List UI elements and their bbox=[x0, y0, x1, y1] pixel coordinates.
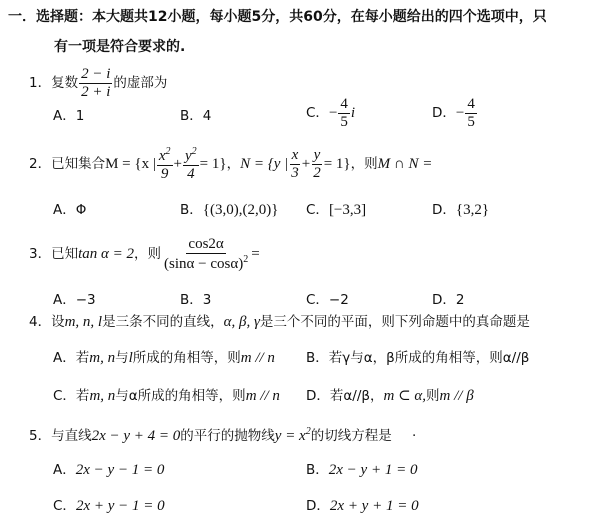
q1-option-b: B．4 bbox=[180, 108, 212, 124]
fraction bbox=[162, 236, 250, 272]
separator: ， bbox=[226, 156, 241, 172]
option-value: 2x + y + 1 = 0 bbox=[329, 498, 419, 514]
option-value: {3,2} bbox=[455, 202, 490, 218]
section-title-line1: 一．选择题：本大题共12小题，每小题5分，共60分，在每小题给出的四个选项中，只 bbox=[8, 9, 547, 25]
question-number: 4． bbox=[29, 314, 52, 330]
question-text: ，则 bbox=[134, 246, 162, 262]
q5-option-a: A．2x − y − 1 = 0 bbox=[53, 462, 165, 478]
q1-option-c bbox=[306, 96, 355, 130]
fraction-numerator: y bbox=[313, 147, 321, 163]
set-m-close: = 1} bbox=[199, 156, 227, 172]
q3-option-b: B．3 bbox=[180, 292, 212, 308]
fraction-denominator: 5 bbox=[340, 113, 348, 130]
fraction bbox=[183, 146, 199, 182]
fraction-numerator: 2 − i bbox=[81, 66, 111, 82]
q5-option-d: D．2x + y + 1 = 0 bbox=[306, 498, 419, 514]
fraction-numerator: $x^2$ bbox=[158, 146, 171, 164]
set-m-open: M = {x | bbox=[105, 156, 156, 172]
q2-option-b: B．{(3,0),(2,0)} bbox=[180, 202, 279, 218]
question-text: 的切线方程是 bbox=[310, 428, 392, 444]
fraction-numerator: 4 bbox=[467, 96, 475, 112]
line-variables: m, n, l bbox=[64, 314, 103, 330]
question-text: 与直线 bbox=[51, 428, 92, 444]
question-number: 2． bbox=[29, 156, 52, 172]
imaginary-unit: i bbox=[350, 105, 356, 121]
option-label: C． bbox=[306, 105, 329, 121]
section-title-line2: 有一项是符合要求的. bbox=[54, 39, 186, 55]
question-5-period: . bbox=[412, 424, 417, 440]
intersection-expression: M ∩ N = bbox=[377, 156, 433, 172]
minus-sign: − bbox=[328, 105, 338, 121]
fraction bbox=[79, 66, 112, 100]
fraction-denominator: $(\sin\alpha - \cos\alpha)^2$ bbox=[164, 253, 249, 272]
q4-option-a: A．若m, n与l所成的角相等，则m // n bbox=[53, 350, 275, 366]
q1-option-a: A．1 bbox=[53, 108, 85, 124]
question-1-stem bbox=[29, 66, 167, 100]
question-text: 复数 bbox=[51, 75, 79, 91]
fraction bbox=[465, 96, 477, 130]
set-n-open: N = {y | bbox=[240, 156, 289, 172]
option-value: 2x − y + 1 = 0 bbox=[328, 462, 418, 478]
question-text: 是三条不同的直线， bbox=[102, 314, 224, 330]
question-2-stem bbox=[29, 146, 432, 182]
line-equation: 2x − y + 4 = 0 bbox=[91, 428, 181, 444]
question-number: 5． bbox=[29, 428, 52, 444]
option-value: [−3,3] bbox=[328, 202, 367, 218]
plus-sign: + bbox=[301, 156, 311, 172]
question-5-stem bbox=[29, 424, 392, 445]
question-text: 的平行的抛物线 bbox=[180, 428, 275, 444]
fraction bbox=[311, 147, 323, 181]
plus-sign: + bbox=[173, 156, 182, 172]
q1-option-d bbox=[432, 96, 478, 130]
q3-option-c: C．−2 bbox=[306, 292, 349, 308]
fraction-numerator: x bbox=[291, 147, 299, 163]
fraction-numerator: $y^2$ bbox=[184, 146, 197, 164]
q3-option-a: A．−3 bbox=[53, 292, 96, 308]
question-text: 已知集合 bbox=[51, 156, 106, 172]
q2-option-d: D．{3,2} bbox=[432, 202, 490, 218]
fraction-denominator: 4 bbox=[187, 165, 195, 182]
question-number: 3． bbox=[29, 246, 52, 262]
q4-option-b: B．若γ与α，β所成的角相等，则α//β bbox=[306, 350, 530, 366]
fraction bbox=[338, 96, 350, 130]
plane-variables: α, β, γ bbox=[223, 314, 260, 330]
fraction-denominator: 5 bbox=[467, 113, 475, 130]
question-4-stem bbox=[29, 310, 530, 331]
fraction bbox=[289, 147, 301, 181]
q5-option-b: B．2x − y + 1 = 0 bbox=[306, 462, 418, 478]
set-n-close: = 1} bbox=[323, 156, 351, 172]
minus-sign: − bbox=[455, 105, 465, 121]
q3-option-d: D．2 bbox=[432, 292, 465, 308]
fraction-denominator: 3 bbox=[291, 164, 299, 181]
option-value: 2x − y − 1 = 0 bbox=[75, 462, 165, 478]
parabola-equation: $y = x^2$ bbox=[274, 426, 311, 444]
question-text: 已知 bbox=[51, 246, 79, 262]
fraction bbox=[157, 146, 173, 182]
option-value: 2x + y − 1 = 0 bbox=[75, 498, 165, 514]
question-text: 设 bbox=[51, 314, 65, 330]
question-text: ，则 bbox=[350, 156, 378, 172]
question-text: 的虚部为 bbox=[113, 75, 168, 91]
q4-option-c: C．若m, n与α所成的角相等，则m // n bbox=[53, 388, 280, 404]
q2-option-c: C．[−3,3] bbox=[306, 202, 367, 218]
fraction-numerator: 4 bbox=[340, 96, 348, 112]
q4-option-d: D．若α//β，m ⊂ α,则m // β bbox=[306, 388, 474, 404]
question-3-stem bbox=[29, 236, 260, 272]
fraction-denominator: 2 + i bbox=[81, 83, 111, 100]
q2-option-a: A．Φ bbox=[53, 202, 87, 218]
fraction-numerator: cos2α bbox=[188, 236, 224, 252]
q5-option-c: C．2x + y − 1 = 0 bbox=[53, 498, 165, 514]
option-value: {(3,0),(2,0)} bbox=[202, 202, 279, 218]
fraction-denominator: 2 bbox=[313, 164, 321, 181]
equals-sign: = bbox=[251, 246, 260, 262]
fraction-denominator: 9 bbox=[160, 165, 169, 182]
question-number: 1． bbox=[29, 75, 52, 91]
condition-expression: tan α = 2 bbox=[78, 246, 135, 262]
question-text: 是三个不同的平面，则下列命题中的真命题是 bbox=[259, 314, 530, 330]
option-label: D． bbox=[432, 105, 456, 121]
